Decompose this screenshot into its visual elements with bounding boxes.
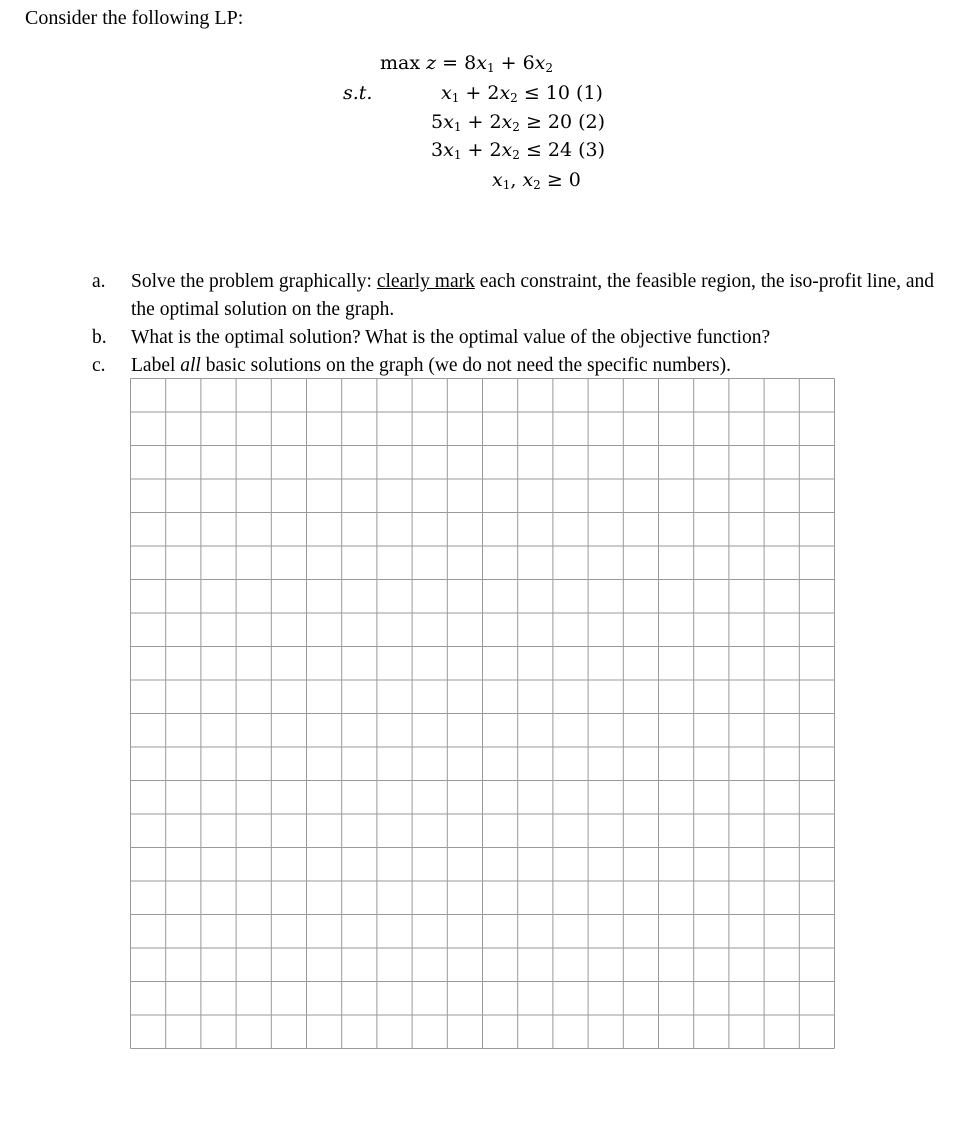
- question-c: [92, 352, 942, 380]
- question-text: Label all basic solutions on the graph (we do not need the specific numbers).: [131, 355, 732, 376]
- graph-paper-grid[interactable]: [130, 378, 835, 1049]
- question-list: [92, 268, 942, 380]
- question-letter: b.: [92, 327, 107, 348]
- constraint-3: $3x_1 + 2x_2 \le 24$ (3): [431, 139, 606, 162]
- question-text: What is the optimal solution? What is the optimal value of the objective function?: [131, 327, 771, 348]
- question-b: [92, 324, 942, 352]
- italic-text: all: [180, 355, 201, 376]
- question-letter: c.: [92, 355, 106, 376]
- question-letter: a.: [92, 271, 106, 292]
- constraint-2: $5x_1 + 2x_2 \ge 20$ (2): [431, 111, 606, 134]
- question-a: [92, 268, 942, 324]
- objective-function: $\max z = 8x_1 + 6x_2$: [380, 52, 554, 75]
- nonnegativity-constraint: $x_1$, $x_2 \ge 0$: [492, 169, 581, 192]
- question-text: Solve the problem graphically: clearly mark each constraint, the feasible region, the iso-profit line, and the optimal solution on the graph.: [131, 271, 935, 320]
- constraint-1: $x_1 + 2x_2 \le 10$ (1): [441, 82, 603, 105]
- intro-text: Consider the following LP:: [25, 7, 244, 29]
- underlined-text: clearly mark: [376, 271, 475, 292]
- subject-to-label: s.t.: [343, 82, 373, 104]
